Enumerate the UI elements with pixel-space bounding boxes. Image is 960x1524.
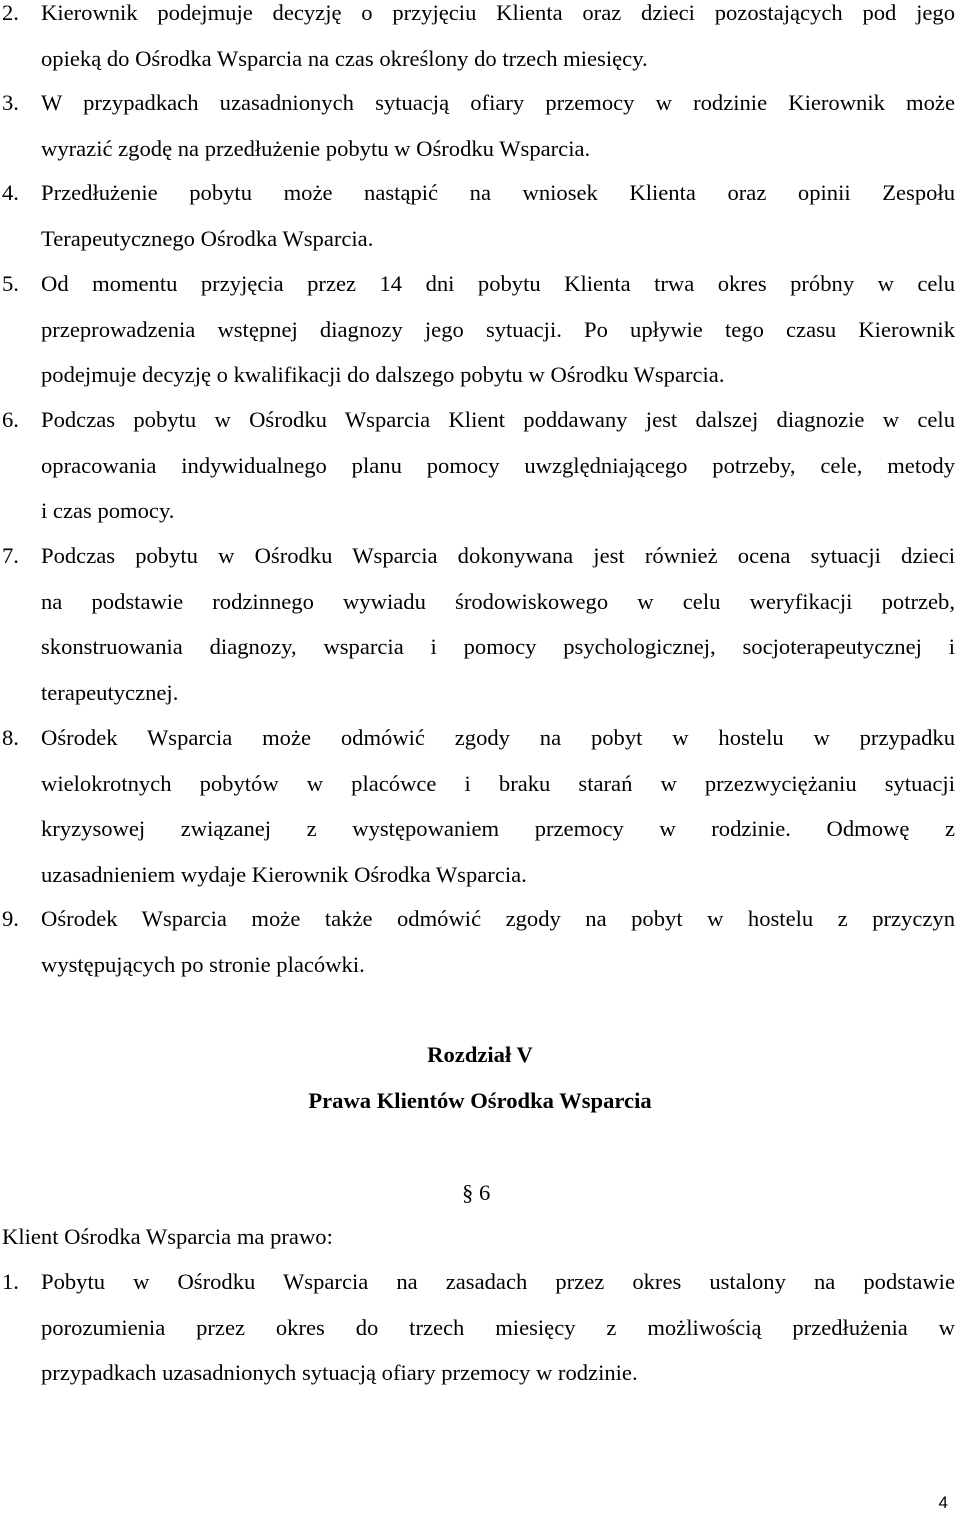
item-line: przeprowadzenia wstępnej diagnozy jego sytuacji. Po upływie tego czasu Kierownik: [41, 316, 955, 342]
item-line: Od momentu przyjęcia przez 14 dni pobytu Klienta trwa okres próbny w celu: [41, 271, 955, 296]
item-line: skonstruowania diagnozy, wsparcia i pomocy psychologicznej, socjoterapeutycznej i: [41, 634, 955, 660]
item-line: wielokrotnych pobytów w placówce i braku starań w przezwyciężaniu sytuacji: [41, 770, 955, 796]
item-line: na podstawie rodzinnego wywiadu środowiskowego w celu weryfikacji potrzeb,: [41, 588, 955, 614]
item-number: 6.: [2, 407, 19, 432]
item-number: 7.: [2, 543, 19, 568]
item-line: Podczas pobytu w Ośrodku Wsparcia dokonywana jest również ocena sytuacji dzieci: [41, 543, 955, 568]
page-number: 4: [938, 1493, 948, 1512]
chapter-subtitle: Prawa Klientów Ośrodka Wsparcia: [308, 1088, 652, 1113]
item-number: 9.: [2, 906, 19, 931]
item-line: Terapeutycznego Ośrodka Wsparcia.: [41, 225, 374, 251]
item-line: uzasadnieniem wydaje Kierownik Ośrodka Wsparcia.: [41, 861, 527, 887]
item-number: 2.: [2, 0, 19, 25]
item-number: 1.: [2, 1269, 19, 1294]
item-line: występujących po stronie placówki.: [41, 951, 365, 977]
item-line: Ośrodek Wsparcia może także odmówić zgody na pobyt w hostelu z przyczyn: [41, 906, 955, 931]
paragraph-mark: § 6: [462, 1180, 491, 1205]
item-line: Kierownik podejmuje decyzję o przyjęciu Klienta oraz dzieci pozostających pod jego: [41, 0, 955, 25]
item-line: kryzysowej związanej z występowaniem przemocy w rodzinie. Odmowę z: [41, 816, 955, 842]
item-line: Ośrodek Wsparcia może odmówić zgody na pobyt w hostelu w przypadku: [41, 725, 955, 750]
item-line: podejmuje decyzję o kwalifikacji do dalszego pobytu w Ośrodku Wsparcia.: [41, 362, 725, 388]
item-number: 8.: [2, 725, 19, 750]
item-number: 5.: [2, 271, 19, 296]
item-line: wyrazić zgodę na przedłużenie pobytu w Ośrodku Wsparcia.: [41, 135, 591, 161]
item-line: Przedłużenie pobytu może nastąpić na wniosek Klienta oraz opinii Zespołu: [41, 180, 955, 205]
item-line: opracowania indywidualnego planu pomocy uwzględniającego potrzeby, cele, metody: [41, 452, 955, 478]
item-line: porozumienia przez okres do trzech miesięcy z możliwością przedłużenia w: [41, 1314, 955, 1340]
item-line: W przypadkach uzasadnionych sytuacją ofiary przemocy w rodzinie Kierownik może: [41, 90, 955, 115]
item-number: 4.: [2, 180, 19, 205]
rights-intro: Klient Ośrodka Wsparcia ma prawo:: [2, 1224, 333, 1249]
item-number: 3.: [2, 90, 19, 115]
item-line: i czas pomocy.: [41, 498, 175, 524]
item-line: Podczas pobytu w Ośrodku Wsparcia Klient poddawany jest dalszej diagnozie w celu: [41, 407, 955, 432]
chapter-title: Rozdział V: [427, 1042, 533, 1067]
item-line: opieką do Ośrodka Wsparcia na czas określony do trzech miesięcy.: [41, 45, 648, 71]
item-line: przypadkach uzasadnionych sytuacją ofiary przemocy w rodzinie.: [41, 1360, 638, 1386]
item-line: Pobytu w Ośrodku Wsparcia na zasadach przez okres ustalony na podstawie: [41, 1269, 955, 1294]
item-line: terapeutycznej.: [41, 679, 179, 705]
